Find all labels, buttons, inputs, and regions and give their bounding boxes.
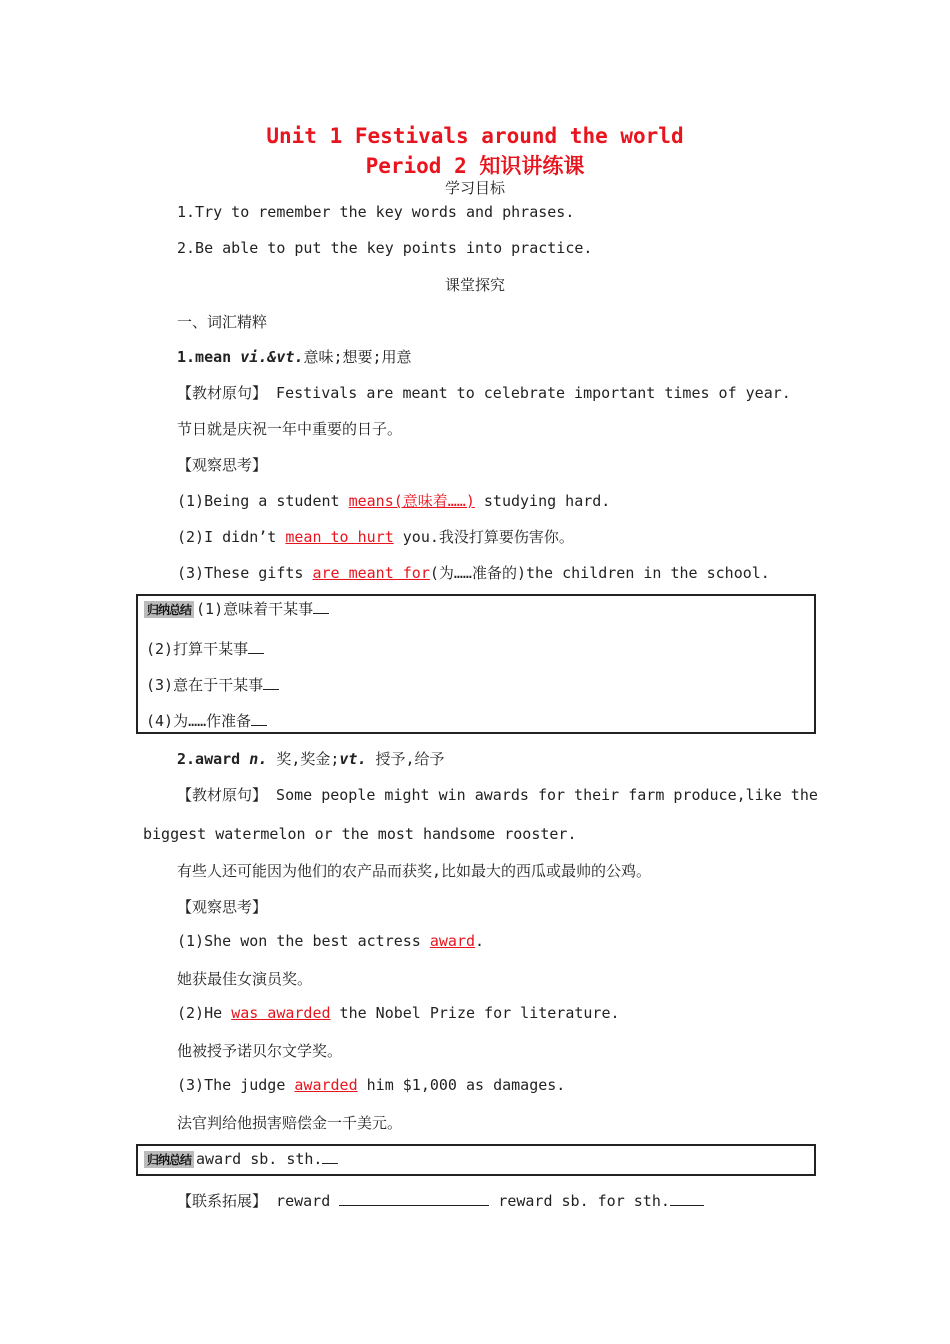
word-head: 2.award bbox=[177, 750, 241, 768]
word-pos: n. bbox=[249, 750, 268, 768]
summary-text: award sb. sth. bbox=[196, 1150, 323, 1168]
word-meaning: 奖,奖金; bbox=[267, 750, 340, 768]
summary-line-1 bbox=[144, 598, 329, 619]
example-3 bbox=[177, 1076, 565, 1094]
summary-line-1 bbox=[144, 1149, 338, 1168]
example-text: (3)The judge bbox=[177, 1076, 295, 1094]
goal-item-1: 1.Try to remember the key words and phrases. bbox=[177, 203, 575, 221]
summary-text: (4)为……作准备 bbox=[146, 712, 252, 730]
source-label: 【教材原句】 bbox=[177, 786, 268, 804]
example-1-translation: 她获最佳女演员奖。 bbox=[177, 970, 313, 988]
goals-heading: 学习目标 bbox=[444, 179, 505, 197]
summary-text: (1)意味着干某事 bbox=[196, 600, 314, 618]
answer-text: means(意味着……) bbox=[348, 492, 475, 510]
summary-box bbox=[136, 594, 816, 734]
source-sentence bbox=[177, 382, 791, 403]
summary-line-3 bbox=[146, 674, 279, 695]
summary-line-4 bbox=[146, 710, 267, 731]
source-translation: 节日就是庆祝一年中重要的日子。 bbox=[177, 420, 403, 438]
example-text: (3)These gifts bbox=[177, 564, 313, 582]
example-text: . bbox=[475, 932, 485, 950]
source-label: 【教材原句】 bbox=[177, 384, 268, 402]
example-text: (2)He bbox=[177, 1004, 232, 1022]
observe-label: 【观察思考】 bbox=[177, 898, 268, 916]
example-2 bbox=[177, 1004, 620, 1022]
extend-label: 【联系拓展】 bbox=[177, 1192, 268, 1210]
source-text: Festivals are meant to celebrate important times of year. bbox=[267, 384, 791, 402]
example-text: studying hard. bbox=[474, 492, 611, 510]
answer-text: are meant for bbox=[312, 564, 430, 582]
extend-text: reward bbox=[267, 1192, 340, 1210]
fill-blank[interactable] bbox=[670, 1191, 704, 1206]
section-heading-vocab: 一、词汇精粹 bbox=[177, 313, 268, 331]
example-1 bbox=[177, 490, 610, 511]
summary-text: (3)意在于干某事 bbox=[146, 676, 264, 694]
example-text: (为……准备的)the children in the school. bbox=[429, 564, 770, 582]
word-pos: vi.&vt. bbox=[240, 348, 304, 366]
example-text: the Nobel Prize for literature. bbox=[330, 1004, 620, 1022]
word-pos: vt. bbox=[339, 750, 367, 768]
answer-text: was awarded bbox=[231, 1004, 331, 1022]
summary-box bbox=[136, 1144, 816, 1176]
answer-text: mean to hurt bbox=[285, 528, 394, 546]
example-1 bbox=[177, 932, 484, 950]
summary-text: (2)打算干某事 bbox=[146, 640, 249, 658]
word-head: 1.mean bbox=[177, 348, 232, 366]
example-text: (2)I didn’t bbox=[177, 528, 286, 546]
summary-line-2 bbox=[146, 638, 264, 659]
word-entry-award bbox=[177, 748, 445, 769]
extend-text: reward sb. for sth. bbox=[489, 1192, 670, 1210]
summary-badge: 归纳总结 bbox=[144, 1151, 194, 1168]
doc-title-line1: Unit 1 Festivals around the world bbox=[266, 124, 684, 148]
example-2 bbox=[177, 526, 574, 547]
example-text: you.我没打算要伤害你。 bbox=[393, 528, 574, 546]
doc-title-line2: Period 2 知识讲练课 bbox=[365, 154, 585, 178]
source-translation: 有些人还可能因为他们的农产品而获奖,比如最大的西瓜或最帅的公鸡。 bbox=[177, 862, 652, 880]
fill-blank[interactable] bbox=[313, 599, 329, 614]
example-text: (1)She won the best actress bbox=[177, 932, 430, 950]
fill-blank[interactable] bbox=[322, 1149, 338, 1164]
fill-blank[interactable] bbox=[251, 711, 267, 726]
extend-line bbox=[177, 1190, 704, 1211]
observe-label: 【观察思考】 bbox=[177, 456, 268, 474]
example-3-translation: 法官判给他损害赔偿金一千美元。 bbox=[177, 1114, 403, 1132]
goal-item-2: 2.Be able to put the key points into practice. bbox=[177, 239, 593, 257]
fill-blank[interactable] bbox=[263, 675, 279, 690]
source-text: Some people might win awards for their farm produce,like the bbox=[267, 786, 818, 804]
example-2-translation: 他被授予诺贝尔文学奖。 bbox=[177, 1042, 343, 1060]
example-3 bbox=[177, 562, 770, 583]
summary-badge: 归纳总结 bbox=[144, 601, 194, 618]
source-text-continued: biggest watermelon or the most handsome rooster. bbox=[143, 825, 577, 843]
answer-text: award bbox=[429, 932, 476, 950]
word-meaning: 授予,给予 bbox=[366, 750, 445, 768]
example-text: him $1,000 as damages. bbox=[357, 1076, 566, 1094]
fill-blank[interactable] bbox=[339, 1191, 489, 1206]
answer-text: awarded bbox=[294, 1076, 358, 1094]
source-sentence bbox=[177, 784, 818, 805]
example-text: (1)Being a student bbox=[177, 492, 349, 510]
explore-heading: 课堂探究 bbox=[444, 276, 505, 294]
word-entry-mean bbox=[177, 346, 412, 367]
word-meaning: 意味;想要;用意 bbox=[303, 348, 412, 366]
fill-blank[interactable] bbox=[248, 639, 264, 654]
